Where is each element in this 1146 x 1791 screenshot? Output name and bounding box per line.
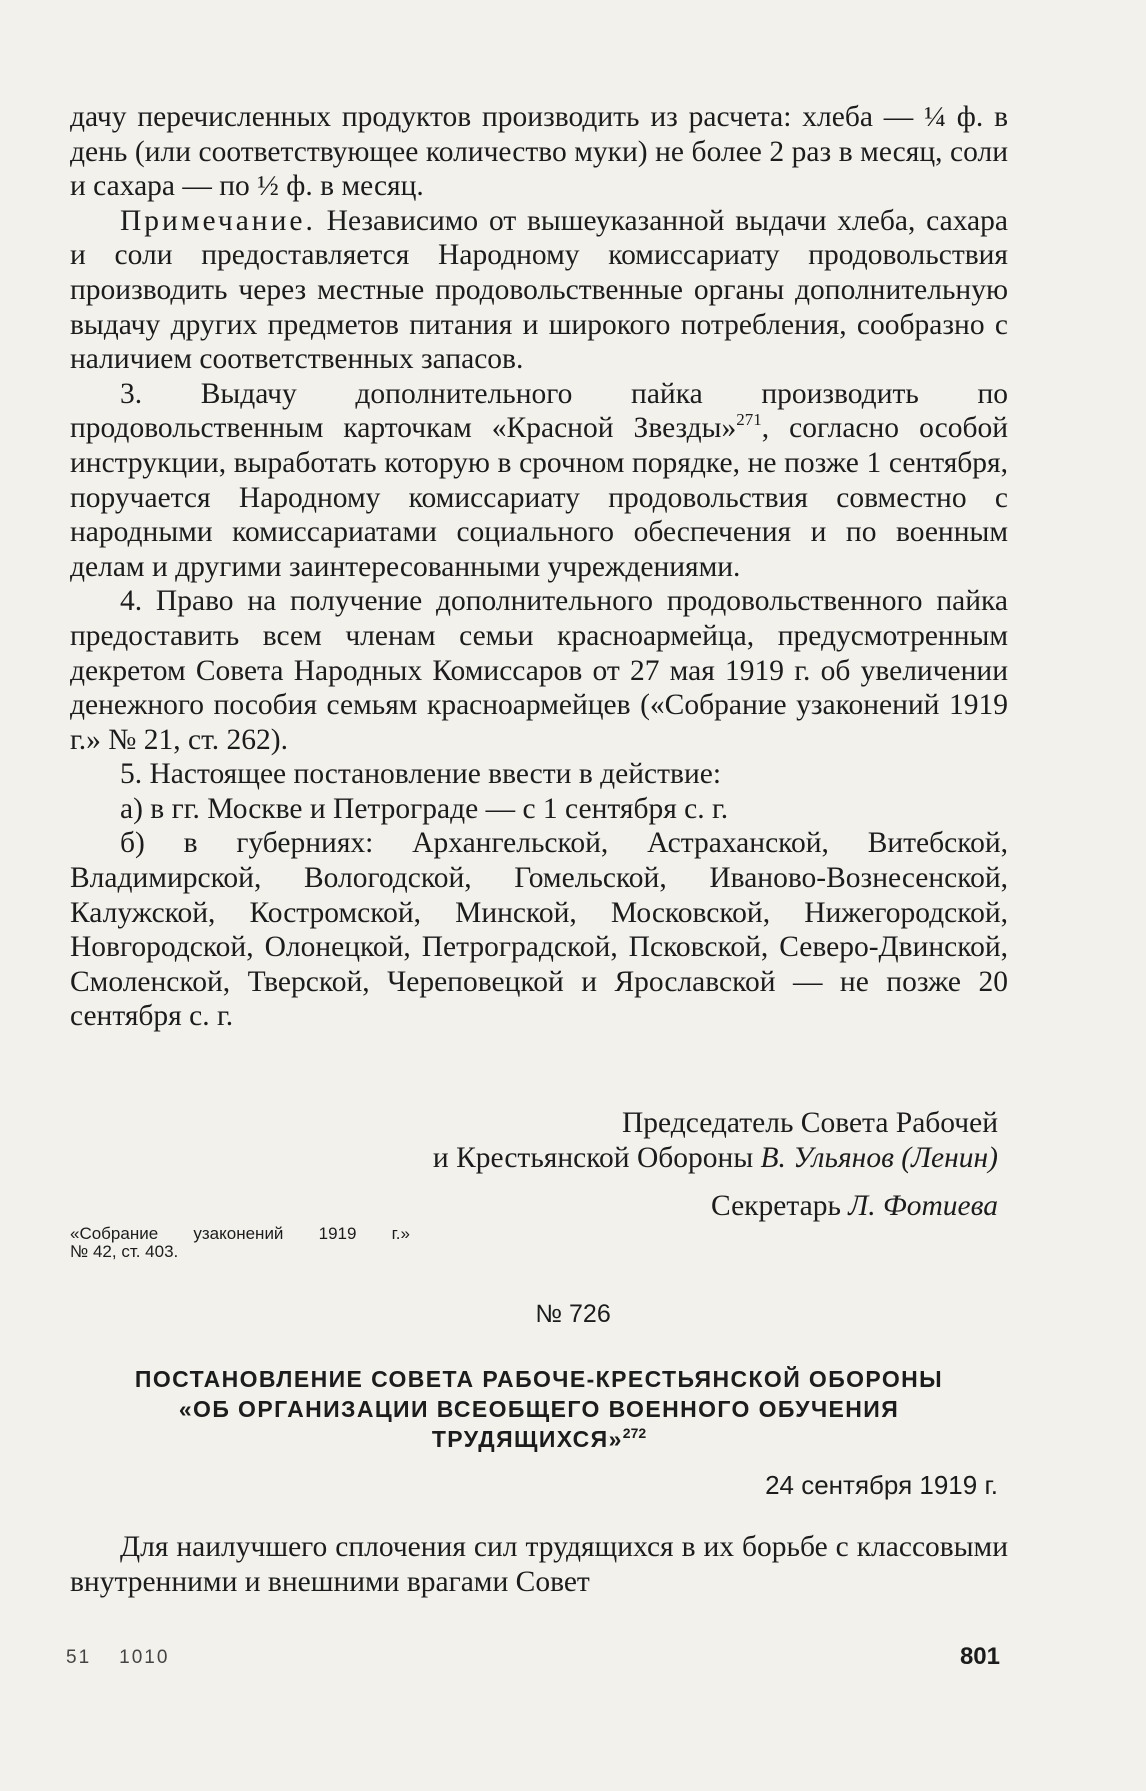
paragraph-note: Примечание. Независимо от вышеуказанной выдачи хлеба, сахара и соли предоставляется Народному комиссариату продовольствия производить через местные продовольственные органы дополнительную выдачу других предметов питания и широкого потребления, сообразно с наличием соответственных запасов.	[70, 204, 1008, 376]
chairman-title: Председатель Совета Рабочей	[621, 1107, 998, 1139]
secretary-name: Л. Фотиева	[848, 1190, 998, 1223]
document-number: № 726	[535, 1300, 611, 1328]
sheet-number: 51	[66, 1647, 92, 1668]
page-number: 801	[959, 1643, 1000, 1670]
source-line-2: № 42, ст. 403.	[70, 1242, 179, 1261]
footnote-ref-272: 272	[622, 1425, 647, 1441]
page-body-text	[70, 100, 1008, 1034]
document-date: 24 сентября 1919 г.	[765, 1470, 998, 1500]
fraction-half: ½	[257, 170, 279, 203]
signature-block	[70, 1106, 998, 1224]
source-line-1: «Собрание узаконений 1919 г.»	[70, 1224, 410, 1243]
source-citation	[70, 1225, 410, 1261]
secretary-signature: Секретарь Л. Фотиева	[711, 1190, 998, 1223]
note-label: Примечание.	[120, 204, 316, 237]
chairman-signature: и Крестьянской Обороны В. Ульянов (Ленин)	[432, 1141, 998, 1174]
paragraph-item-4: 4. Право на получение дополнительного продовольственного пайка предоставить всем членам семьи красноармейца, предусмотренным декретом Совета Народных Комиссаров от 27 мая 1919 г. об увеличении денежного пособия семьям красноармейцев («Собрание узаконений 1919 г.» № 21, ст. 262).	[70, 585, 1008, 756]
document-intro: Для наилучшего сплочения сил трудящихся в их борьбе с классовыми внутренними и внешними врагами Совет	[70, 1531, 1008, 1598]
footnote-ref-271: 271	[736, 410, 762, 430]
paragraph-item-5: 5. Настоящее постановление ввести в действие:	[120, 758, 722, 791]
order-number: 1010	[119, 1647, 170, 1668]
printer-signature-mark	[66, 1647, 197, 1669]
chairman-name: В. Ульянов (Ленин)	[760, 1141, 998, 1174]
document-heading: ПОСТАНОВЛЕНИЕ СОВЕТА РАБОЧЕ-КРЕСТЬЯНСКОЙ ОБОРОНЫ «ОБ ОРГАНИЗАЦИИ ВСЕОБЩЕГО ВОЕННОГО ОБУЧЕНИЯ ТРУДЯЩИХСЯ»$^{272}$	[134, 1366, 944, 1452]
paragraph-ration-norms: дачу перечисленных продуктов производить из расчета: хлеба — ¼ ф. в день (или соответствующее количество муки) не более 2 раз в месяц, соли и сахара — по ½ ф. в месяц.	[70, 101, 1009, 203]
paragraph-item-3: 3. Выдачу дополнительного пайка производить по продовольственным карточкам «Красной Звезды»$^{271}$, согласно особой инструкции, выработать которую в срочном порядке, не позже 1 сентября, поручается Народному комиссариату продовольствия совместно с народными комиссариатами социального обеспечения и по военным делам и другими заинтересованными учреждениями.	[70, 377, 1008, 583]
paragraph-item-5a: а) в гг. Москве и Петрограде — с 1 сентября с. г.	[120, 792, 729, 825]
paragraph-item-5b: б) в губерниях: Архангельской, Астраханской, Витебской, Владимирской, Вологодской, Гомельской, Иваново-Вознесенской, Калужской, Костромской, Минской, Московской, Нижегородской, Новгородской, Олонецкой, Петроградской, Псковской, Северо-Двинской, Смоленской, Тверской, Череповецкой и Ярославской — не позже 20 сентября с. г.	[70, 827, 1008, 1033]
fraction-quarter: ¼	[924, 101, 946, 133]
